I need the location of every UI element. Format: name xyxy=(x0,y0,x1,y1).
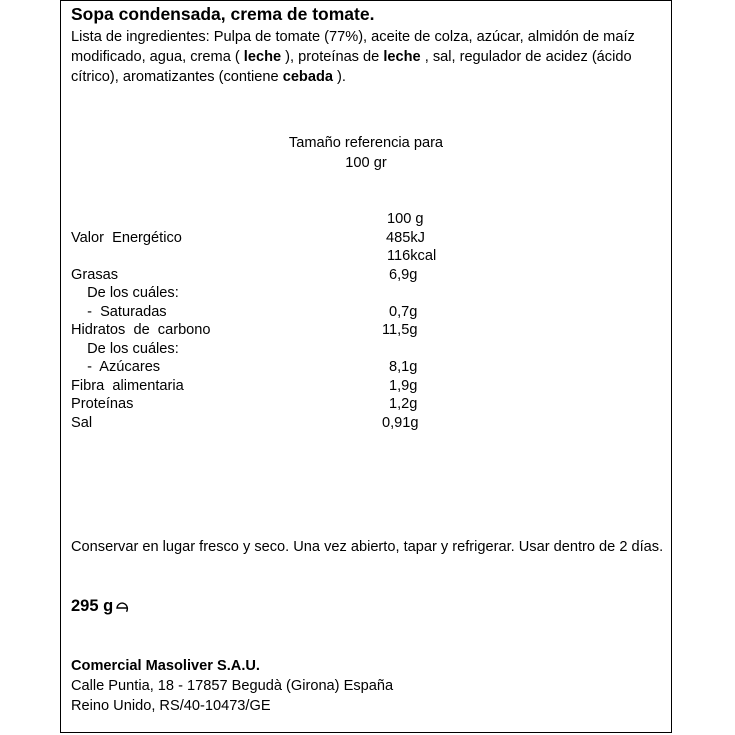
ingredient-text: ), proteínas de xyxy=(281,49,384,65)
nutrition-value: 11,5g xyxy=(382,322,418,338)
nutrition-value: 485kJ xyxy=(386,230,425,246)
nutrition-value: 1,9g xyxy=(389,378,418,394)
reference-size-value: 100 gr xyxy=(345,155,387,171)
company-registration: Reino Unido, RS/40-10473/GE xyxy=(71,698,271,714)
nutrition-label: - Saturadas xyxy=(79,304,167,320)
net-weight-value: 295 g xyxy=(71,597,114,615)
nutrition-label: Hidratos de carbono xyxy=(71,322,211,338)
nutrition-column-header: 100 g xyxy=(387,211,424,227)
ingredient-text: Lista de ingredientes: Pulpa de tomate (77%), aceite de colza, azúcar, almidón de maíz modificado, agua, crema ( xyxy=(71,29,635,65)
company-address: Calle Puntia, 18 - 17857 Begudà (Girona) España xyxy=(71,678,394,694)
nutrition-value: 0,7g xyxy=(389,304,418,320)
ingredient-text: , sal, regulador de acidez (ácido cítrico), aromatizantes (contiene xyxy=(71,49,632,85)
storage-instructions: Conservar en lugar fresco y seco. Una vez abierto, tapar y refrigerar. Usar dentro de 2 días. xyxy=(71,539,664,555)
nutrition-value: 8,1g xyxy=(389,359,418,375)
ingredients-text xyxy=(71,27,661,87)
allergen-text: cebada xyxy=(282,69,333,85)
reference-size-label: Tamaño referencia para xyxy=(288,135,444,151)
ingredient-text: ). xyxy=(333,69,346,85)
nutrition-value: 116kcal xyxy=(387,248,437,264)
nutrition-label: De los cuáles: xyxy=(79,285,179,301)
nutrition-label: Proteínas xyxy=(71,396,134,412)
nutrition-label: Fibra alimentaria xyxy=(71,378,184,394)
e-mark-icon xyxy=(115,599,129,615)
nutrition-value: 6,9g xyxy=(389,267,418,283)
net-weight xyxy=(71,597,129,616)
nutrition-label: Sal xyxy=(71,415,93,431)
nutrition-value: 0,91g xyxy=(382,415,419,431)
nutrition-label: Grasas xyxy=(71,267,119,283)
company-name: Comercial Masoliver S.A.U. xyxy=(71,658,260,674)
allergen-text: leche xyxy=(383,49,421,65)
nutrition-value: 1,2g xyxy=(389,396,418,412)
nutrition-label: - Azúcares xyxy=(79,359,161,375)
allergen-text: leche xyxy=(243,49,282,65)
nutrition-label: Valor Energético xyxy=(71,230,182,246)
product-title: Sopa condensada, crema de tomate. xyxy=(71,4,375,24)
label-panel xyxy=(60,0,672,733)
nutrition-label: De los cuáles: xyxy=(79,341,179,357)
